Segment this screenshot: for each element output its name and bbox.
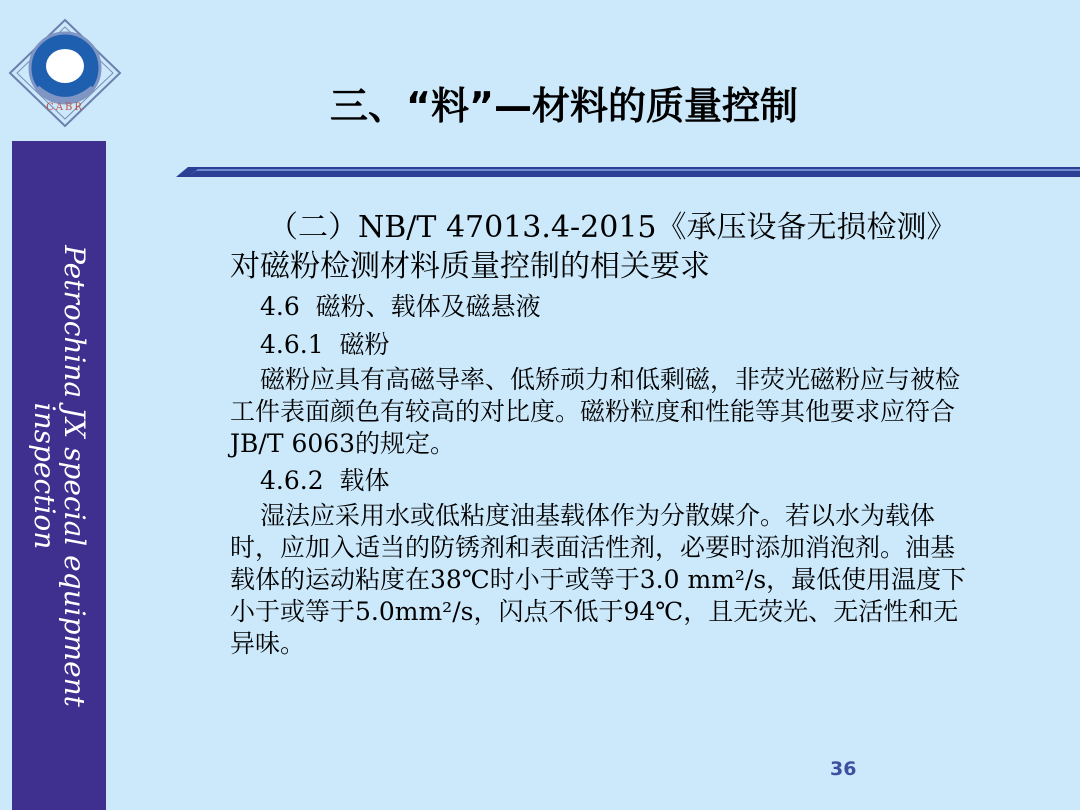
cabr-logo — [8, 18, 122, 128]
page-number: 36 — [830, 758, 857, 780]
logo-lettering: CABR — [46, 102, 84, 113]
slide-title: 三、“料”—材料的质量控制 — [330, 84, 798, 128]
section-4-6: 4.6 磁粉、载体及磁悬液 — [260, 292, 541, 321]
sidebar-line-2: inspection — [28, 402, 61, 549]
title-rule — [176, 167, 1080, 177]
sidebar-text — [29, 176, 89, 776]
sidebar — [12, 141, 106, 810]
paragraph-carrier: 湿法应采用水或低粘度油基载体作为分散媒介。若以水为载体时，应加入适当的防锈剂和表面活性剂，必要时添加消泡剂。油基载体的运动粘度在38℃时小于或等于3.0 mm²/s，最低使用温度下小于或等于5.0mm²/s，闪点不低于94℃，且无荧光、无活性和无异味。 — [230, 501, 967, 658]
section-4-6-1: 4.6.1 磁粉 — [260, 330, 390, 359]
section-4-6-2: 4.6.2 载体 — [260, 466, 390, 495]
sidebar-line-1: Petrochina JX special equipment — [58, 244, 91, 707]
paragraph-magnetic-powder: 磁粉应具有高磁导率、低矫顽力和低剩磁，非荧光磁粉应与被检工件表面颜色有较高的对比度。磁粉粒度和性能等其他要求应符合JB/T 6063的规定。 — [230, 365, 961, 458]
slide-content — [230, 208, 970, 660]
content-heading: （二）NB/T 47013.4-2015《承压设备无损检测》对磁粉检测材料质量控制的相关要求 — [230, 210, 957, 284]
